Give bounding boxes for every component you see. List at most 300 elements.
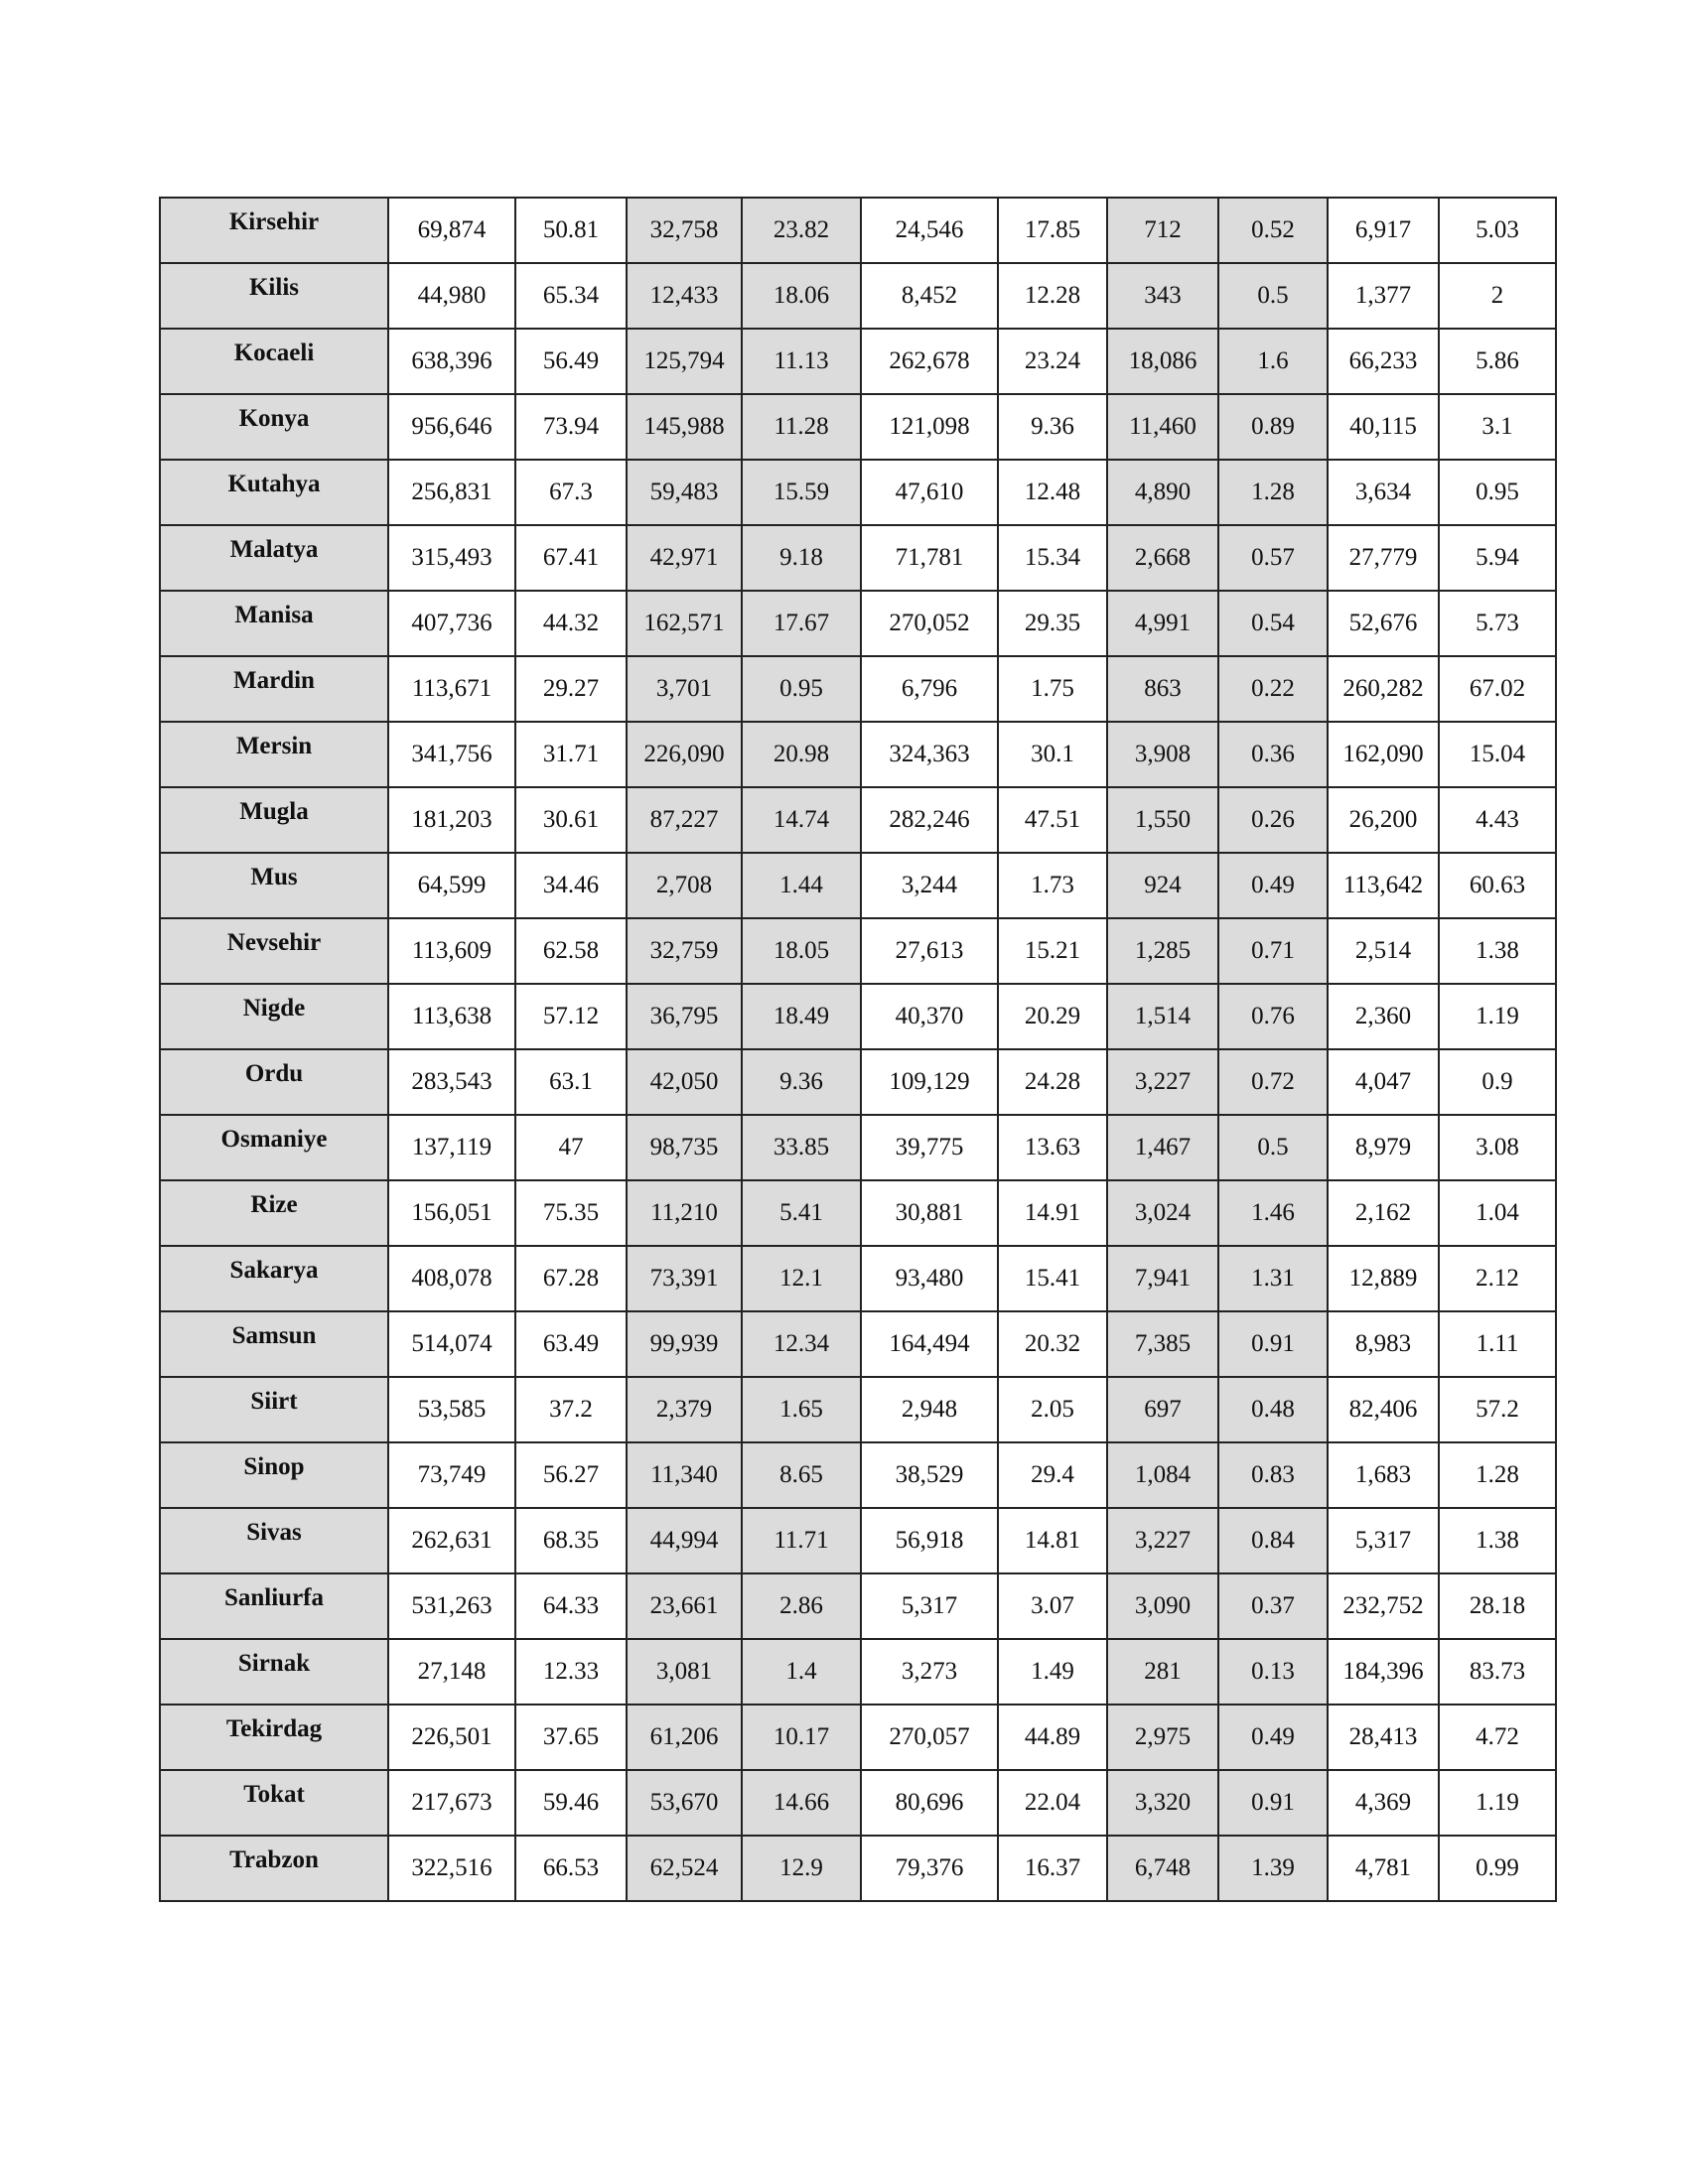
col-6-value: 13.63 xyxy=(998,1115,1107,1180)
col-7-value: 7,941 xyxy=(1107,1246,1218,1311)
col-9-value: 1,683 xyxy=(1328,1442,1439,1508)
col-6-value: 9.36 xyxy=(998,394,1107,460)
table-row xyxy=(160,1377,1556,1442)
col-8-value: 0.89 xyxy=(1218,394,1328,460)
col-9-value: 2,162 xyxy=(1328,1180,1439,1246)
col-8-value: 0.52 xyxy=(1218,198,1328,263)
col-1-value: 64,599 xyxy=(388,853,515,918)
col-10-value: 1.11 xyxy=(1439,1311,1556,1377)
col-5-value: 324,363 xyxy=(861,722,998,787)
col-7-value: 697 xyxy=(1107,1377,1218,1442)
col-9-value: 66,233 xyxy=(1328,329,1439,394)
col-9-value: 52,676 xyxy=(1328,591,1439,656)
col-8-value: 0.76 xyxy=(1218,984,1328,1049)
table-row xyxy=(160,1639,1556,1705)
col-2-value: 37.65 xyxy=(515,1705,627,1770)
col-4-value: 20.98 xyxy=(742,722,861,787)
col-2-value: 57.12 xyxy=(515,984,627,1049)
col-8-value: 0.49 xyxy=(1218,1705,1328,1770)
col-1-value: 283,543 xyxy=(388,1049,515,1115)
col-4-value: 14.66 xyxy=(742,1770,861,1836)
col-10-value: 60.63 xyxy=(1439,853,1556,918)
col-9-value: 260,282 xyxy=(1328,656,1439,722)
col-8-value: 0.5 xyxy=(1218,1115,1328,1180)
col-4-value: 18.49 xyxy=(742,984,861,1049)
col-3-value: 42,971 xyxy=(627,525,742,591)
table-row xyxy=(160,787,1556,853)
col-2-value: 37.2 xyxy=(515,1377,627,1442)
col-2-value: 30.61 xyxy=(515,787,627,853)
table-row xyxy=(160,656,1556,722)
col-10-value: 1.38 xyxy=(1439,1508,1556,1573)
col-9-value: 26,200 xyxy=(1328,787,1439,853)
col-9-value: 82,406 xyxy=(1328,1377,1439,1442)
col-3-value: 11,340 xyxy=(627,1442,742,1508)
col-7-value: 3,227 xyxy=(1107,1508,1218,1573)
col-5-value: 6,796 xyxy=(861,656,998,722)
col-4-value: 10.17 xyxy=(742,1705,861,1770)
col-4-value: 33.85 xyxy=(742,1115,861,1180)
col-3-value: 3,081 xyxy=(627,1639,742,1705)
table-row xyxy=(160,1573,1556,1639)
col-2-value: 63.1 xyxy=(515,1049,627,1115)
province-name-cell: Kirsehir xyxy=(160,198,388,263)
table-row xyxy=(160,1836,1556,1901)
col-6-value: 17.85 xyxy=(998,198,1107,263)
col-2-value: 47 xyxy=(515,1115,627,1180)
table-row xyxy=(160,198,1556,263)
col-4-value: 2.86 xyxy=(742,1573,861,1639)
col-8-value: 0.91 xyxy=(1218,1770,1328,1836)
col-3-value: 125,794 xyxy=(627,329,742,394)
col-2-value: 63.49 xyxy=(515,1311,627,1377)
col-3-value: 62,524 xyxy=(627,1836,742,1901)
col-7-value: 3,024 xyxy=(1107,1180,1218,1246)
province-name-cell: Nevsehir xyxy=(160,918,388,984)
col-3-value: 32,759 xyxy=(627,918,742,984)
province-name-cell: Manisa xyxy=(160,591,388,656)
col-6-value: 20.29 xyxy=(998,984,1107,1049)
col-5-value: 270,057 xyxy=(861,1705,998,1770)
col-1-value: 256,831 xyxy=(388,460,515,525)
col-5-value: 40,370 xyxy=(861,984,998,1049)
col-2-value: 64.33 xyxy=(515,1573,627,1639)
col-3-value: 53,670 xyxy=(627,1770,742,1836)
col-2-value: 56.49 xyxy=(515,329,627,394)
col-9-value: 184,396 xyxy=(1328,1639,1439,1705)
col-5-value: 5,317 xyxy=(861,1573,998,1639)
province-name-cell: Mardin xyxy=(160,656,388,722)
table-row xyxy=(160,263,1556,329)
col-7-value: 1,514 xyxy=(1107,984,1218,1049)
col-6-value: 2.05 xyxy=(998,1377,1107,1442)
col-10-value: 28.18 xyxy=(1439,1573,1556,1639)
col-2-value: 34.46 xyxy=(515,853,627,918)
table-row xyxy=(160,722,1556,787)
province-data-table xyxy=(159,197,1557,1902)
col-5-value: 79,376 xyxy=(861,1836,998,1901)
col-3-value: 61,206 xyxy=(627,1705,742,1770)
province-name-cell: Sivas xyxy=(160,1508,388,1573)
province-name-cell: Sakarya xyxy=(160,1246,388,1311)
col-7-value: 712 xyxy=(1107,198,1218,263)
col-2-value: 62.58 xyxy=(515,918,627,984)
col-8-value: 0.37 xyxy=(1218,1573,1328,1639)
col-4-value: 11.13 xyxy=(742,329,861,394)
col-7-value: 4,991 xyxy=(1107,591,1218,656)
province-name-cell: Tokat xyxy=(160,1770,388,1836)
province-name-cell: Sinop xyxy=(160,1442,388,1508)
col-9-value: 4,047 xyxy=(1328,1049,1439,1115)
table-row xyxy=(160,591,1556,656)
col-4-value: 5.41 xyxy=(742,1180,861,1246)
col-8-value: 1.6 xyxy=(1218,329,1328,394)
col-1-value: 156,051 xyxy=(388,1180,515,1246)
col-8-value: 0.49 xyxy=(1218,853,1328,918)
col-1-value: 341,756 xyxy=(388,722,515,787)
col-5-value: 30,881 xyxy=(861,1180,998,1246)
col-6-value: 15.41 xyxy=(998,1246,1107,1311)
col-7-value: 2,668 xyxy=(1107,525,1218,591)
col-9-value: 28,413 xyxy=(1328,1705,1439,1770)
col-10-value: 1.28 xyxy=(1439,1442,1556,1508)
col-1-value: 69,874 xyxy=(388,198,515,263)
col-9-value: 3,634 xyxy=(1328,460,1439,525)
col-10-value: 5.03 xyxy=(1439,198,1556,263)
col-4-value: 9.18 xyxy=(742,525,861,591)
table-row xyxy=(160,1442,1556,1508)
col-8-value: 0.72 xyxy=(1218,1049,1328,1115)
col-5-value: 3,273 xyxy=(861,1639,998,1705)
col-10-value: 3.1 xyxy=(1439,394,1556,460)
col-3-value: 12,433 xyxy=(627,263,742,329)
col-10-value: 0.95 xyxy=(1439,460,1556,525)
col-9-value: 113,642 xyxy=(1328,853,1439,918)
col-1-value: 407,736 xyxy=(388,591,515,656)
col-3-value: 59,483 xyxy=(627,460,742,525)
col-8-value: 1.46 xyxy=(1218,1180,1328,1246)
col-1-value: 956,646 xyxy=(388,394,515,460)
table-row xyxy=(160,329,1556,394)
col-6-value: 22.04 xyxy=(998,1770,1107,1836)
col-5-value: 38,529 xyxy=(861,1442,998,1508)
col-10-value: 0.99 xyxy=(1439,1836,1556,1901)
table-row xyxy=(160,1311,1556,1377)
col-8-value: 0.54 xyxy=(1218,591,1328,656)
province-name-cell: Samsun xyxy=(160,1311,388,1377)
province-name-cell: Ordu xyxy=(160,1049,388,1115)
col-10-value: 4.72 xyxy=(1439,1705,1556,1770)
col-8-value: 0.13 xyxy=(1218,1639,1328,1705)
col-10-value: 57.2 xyxy=(1439,1377,1556,1442)
col-7-value: 1,467 xyxy=(1107,1115,1218,1180)
col-10-value: 5.73 xyxy=(1439,591,1556,656)
col-5-value: 282,246 xyxy=(861,787,998,853)
col-3-value: 2,379 xyxy=(627,1377,742,1442)
col-3-value: 3,701 xyxy=(627,656,742,722)
col-4-value: 14.74 xyxy=(742,787,861,853)
col-7-value: 3,320 xyxy=(1107,1770,1218,1836)
col-10-value: 67.02 xyxy=(1439,656,1556,722)
col-7-value: 3,090 xyxy=(1107,1573,1218,1639)
col-8-value: 0.84 xyxy=(1218,1508,1328,1573)
province-name-cell: Sirnak xyxy=(160,1639,388,1705)
col-8-value: 0.48 xyxy=(1218,1377,1328,1442)
col-3-value: 87,227 xyxy=(627,787,742,853)
table-row xyxy=(160,853,1556,918)
col-1-value: 113,671 xyxy=(388,656,515,722)
table-row xyxy=(160,1246,1556,1311)
col-8-value: 1.28 xyxy=(1218,460,1328,525)
col-4-value: 12.1 xyxy=(742,1246,861,1311)
col-7-value: 343 xyxy=(1107,263,1218,329)
col-1-value: 514,074 xyxy=(388,1311,515,1377)
col-5-value: 121,098 xyxy=(861,394,998,460)
col-5-value: 8,452 xyxy=(861,263,998,329)
col-5-value: 39,775 xyxy=(861,1115,998,1180)
col-3-value: 226,090 xyxy=(627,722,742,787)
col-3-value: 11,210 xyxy=(627,1180,742,1246)
col-1-value: 217,673 xyxy=(388,1770,515,1836)
col-7-value: 18,086 xyxy=(1107,329,1218,394)
col-10-value: 1.04 xyxy=(1439,1180,1556,1246)
col-4-value: 1.4 xyxy=(742,1639,861,1705)
col-5-value: 80,696 xyxy=(861,1770,998,1836)
col-10-value: 15.04 xyxy=(1439,722,1556,787)
col-3-value: 98,735 xyxy=(627,1115,742,1180)
col-8-value: 0.91 xyxy=(1218,1311,1328,1377)
table-body xyxy=(160,198,1556,1901)
province-name-cell: Sanliurfa xyxy=(160,1573,388,1639)
col-3-value: 2,708 xyxy=(627,853,742,918)
table-row xyxy=(160,1049,1556,1115)
col-6-value: 24.28 xyxy=(998,1049,1107,1115)
col-5-value: 3,244 xyxy=(861,853,998,918)
table-row xyxy=(160,1705,1556,1770)
col-1-value: 638,396 xyxy=(388,329,515,394)
col-2-value: 56.27 xyxy=(515,1442,627,1508)
col-8-value: 0.26 xyxy=(1218,787,1328,853)
col-7-value: 3,908 xyxy=(1107,722,1218,787)
province-name-cell: Kocaeli xyxy=(160,329,388,394)
table-row xyxy=(160,1770,1556,1836)
col-1-value: 322,516 xyxy=(388,1836,515,1901)
col-3-value: 42,050 xyxy=(627,1049,742,1115)
col-4-value: 12.9 xyxy=(742,1836,861,1901)
col-6-value: 44.89 xyxy=(998,1705,1107,1770)
col-1-value: 262,631 xyxy=(388,1508,515,1573)
col-5-value: 2,948 xyxy=(861,1377,998,1442)
col-6-value: 15.21 xyxy=(998,918,1107,984)
col-10-value: 5.94 xyxy=(1439,525,1556,591)
col-5-value: 93,480 xyxy=(861,1246,998,1311)
col-9-value: 2,514 xyxy=(1328,918,1439,984)
col-9-value: 2,360 xyxy=(1328,984,1439,1049)
col-3-value: 36,795 xyxy=(627,984,742,1049)
col-10-value: 5.86 xyxy=(1439,329,1556,394)
col-4-value: 17.67 xyxy=(742,591,861,656)
col-7-value: 3,227 xyxy=(1107,1049,1218,1115)
col-6-value: 29.35 xyxy=(998,591,1107,656)
col-2-value: 66.53 xyxy=(515,1836,627,1901)
col-7-value: 4,890 xyxy=(1107,460,1218,525)
col-6-value: 23.24 xyxy=(998,329,1107,394)
col-5-value: 56,918 xyxy=(861,1508,998,1573)
col-8-value: 0.22 xyxy=(1218,656,1328,722)
col-9-value: 1,377 xyxy=(1328,263,1439,329)
col-6-value: 1.75 xyxy=(998,656,1107,722)
col-2-value: 50.81 xyxy=(515,198,627,263)
col-1-value: 137,119 xyxy=(388,1115,515,1180)
col-9-value: 4,369 xyxy=(1328,1770,1439,1836)
col-7-value: 1,550 xyxy=(1107,787,1218,853)
col-8-value: 0.83 xyxy=(1218,1442,1328,1508)
col-8-value: 0.36 xyxy=(1218,722,1328,787)
col-4-value: 9.36 xyxy=(742,1049,861,1115)
col-1-value: 315,493 xyxy=(388,525,515,591)
col-5-value: 27,613 xyxy=(861,918,998,984)
col-1-value: 44,980 xyxy=(388,263,515,329)
col-7-value: 1,084 xyxy=(1107,1442,1218,1508)
table-row xyxy=(160,460,1556,525)
col-7-value: 1,285 xyxy=(1107,918,1218,984)
col-3-value: 32,758 xyxy=(627,198,742,263)
col-6-value: 14.91 xyxy=(998,1180,1107,1246)
col-5-value: 47,610 xyxy=(861,460,998,525)
col-6-value: 16.37 xyxy=(998,1836,1107,1901)
col-4-value: 15.59 xyxy=(742,460,861,525)
col-5-value: 164,494 xyxy=(861,1311,998,1377)
col-8-value: 1.31 xyxy=(1218,1246,1328,1311)
col-2-value: 59.46 xyxy=(515,1770,627,1836)
col-2-value: 75.35 xyxy=(515,1180,627,1246)
col-7-value: 6,748 xyxy=(1107,1836,1218,1901)
col-2-value: 67.3 xyxy=(515,460,627,525)
table-row xyxy=(160,1180,1556,1246)
col-6-value: 12.48 xyxy=(998,460,1107,525)
col-2-value: 65.34 xyxy=(515,263,627,329)
col-6-value: 14.81 xyxy=(998,1508,1107,1573)
col-9-value: 6,917 xyxy=(1328,198,1439,263)
col-1-value: 113,638 xyxy=(388,984,515,1049)
col-8-value: 0.57 xyxy=(1218,525,1328,591)
col-9-value: 232,752 xyxy=(1328,1573,1439,1639)
col-9-value: 8,979 xyxy=(1328,1115,1439,1180)
col-9-value: 162,090 xyxy=(1328,722,1439,787)
province-name-cell: Rize xyxy=(160,1180,388,1246)
province-name-cell: Kilis xyxy=(160,263,388,329)
col-5-value: 262,678 xyxy=(861,329,998,394)
province-name-cell: Konya xyxy=(160,394,388,460)
table-row xyxy=(160,525,1556,591)
col-4-value: 12.34 xyxy=(742,1311,861,1377)
col-4-value: 11.71 xyxy=(742,1508,861,1573)
province-name-cell: Mersin xyxy=(160,722,388,787)
col-6-value: 29.4 xyxy=(998,1442,1107,1508)
col-1-value: 408,078 xyxy=(388,1246,515,1311)
col-7-value: 2,975 xyxy=(1107,1705,1218,1770)
col-2-value: 31.71 xyxy=(515,722,627,787)
col-4-value: 18.05 xyxy=(742,918,861,984)
col-3-value: 23,661 xyxy=(627,1573,742,1639)
col-10-value: 83.73 xyxy=(1439,1639,1556,1705)
table-row xyxy=(160,1508,1556,1573)
col-7-value: 11,460 xyxy=(1107,394,1218,460)
col-9-value: 8,983 xyxy=(1328,1311,1439,1377)
col-4-value: 23.82 xyxy=(742,198,861,263)
col-10-value: 0.9 xyxy=(1439,1049,1556,1115)
col-8-value: 1.39 xyxy=(1218,1836,1328,1901)
col-3-value: 73,391 xyxy=(627,1246,742,1311)
col-5-value: 270,052 xyxy=(861,591,998,656)
col-2-value: 44.32 xyxy=(515,591,627,656)
col-9-value: 27,779 xyxy=(1328,525,1439,591)
col-6-value: 1.49 xyxy=(998,1639,1107,1705)
col-10-value: 2 xyxy=(1439,263,1556,329)
col-2-value: 12.33 xyxy=(515,1639,627,1705)
col-10-value: 2.12 xyxy=(1439,1246,1556,1311)
col-2-value: 73.94 xyxy=(515,394,627,460)
col-3-value: 162,571 xyxy=(627,591,742,656)
col-2-value: 67.28 xyxy=(515,1246,627,1311)
table-row xyxy=(160,918,1556,984)
col-4-value: 1.65 xyxy=(742,1377,861,1442)
col-3-value: 99,939 xyxy=(627,1311,742,1377)
col-2-value: 67.41 xyxy=(515,525,627,591)
col-1-value: 53,585 xyxy=(388,1377,515,1442)
col-2-value: 29.27 xyxy=(515,656,627,722)
col-1-value: 73,749 xyxy=(388,1442,515,1508)
col-10-value: 3.08 xyxy=(1439,1115,1556,1180)
table-row xyxy=(160,394,1556,460)
col-4-value: 11.28 xyxy=(742,394,861,460)
table-row xyxy=(160,984,1556,1049)
col-5-value: 71,781 xyxy=(861,525,998,591)
col-6-value: 30.1 xyxy=(998,722,1107,787)
col-10-value: 1.19 xyxy=(1439,984,1556,1049)
col-6-value: 47.51 xyxy=(998,787,1107,853)
col-6-value: 15.34 xyxy=(998,525,1107,591)
col-4-value: 0.95 xyxy=(742,656,861,722)
col-6-value: 20.32 xyxy=(998,1311,1107,1377)
col-9-value: 40,115 xyxy=(1328,394,1439,460)
col-9-value: 5,317 xyxy=(1328,1508,1439,1573)
col-7-value: 863 xyxy=(1107,656,1218,722)
col-4-value: 18.06 xyxy=(742,263,861,329)
col-10-value: 1.38 xyxy=(1439,918,1556,984)
col-9-value: 12,889 xyxy=(1328,1246,1439,1311)
col-6-value: 12.28 xyxy=(998,263,1107,329)
province-name-cell: Trabzon xyxy=(160,1836,388,1901)
col-4-value: 1.44 xyxy=(742,853,861,918)
province-name-cell: Siirt xyxy=(160,1377,388,1442)
province-name-cell: Kutahya xyxy=(160,460,388,525)
col-5-value: 109,129 xyxy=(861,1049,998,1115)
province-name-cell: Nigde xyxy=(160,984,388,1049)
col-10-value: 1.19 xyxy=(1439,1770,1556,1836)
col-2-value: 68.35 xyxy=(515,1508,627,1573)
col-3-value: 44,994 xyxy=(627,1508,742,1573)
col-3-value: 145,988 xyxy=(627,394,742,460)
province-name-cell: Osmaniye xyxy=(160,1115,388,1180)
col-1-value: 27,148 xyxy=(388,1639,515,1705)
col-7-value: 281 xyxy=(1107,1639,1218,1705)
col-7-value: 924 xyxy=(1107,853,1218,918)
col-6-value: 1.73 xyxy=(998,853,1107,918)
province-name-cell: Malatya xyxy=(160,525,388,591)
province-name-cell: Mugla xyxy=(160,787,388,853)
col-1-value: 181,203 xyxy=(388,787,515,853)
